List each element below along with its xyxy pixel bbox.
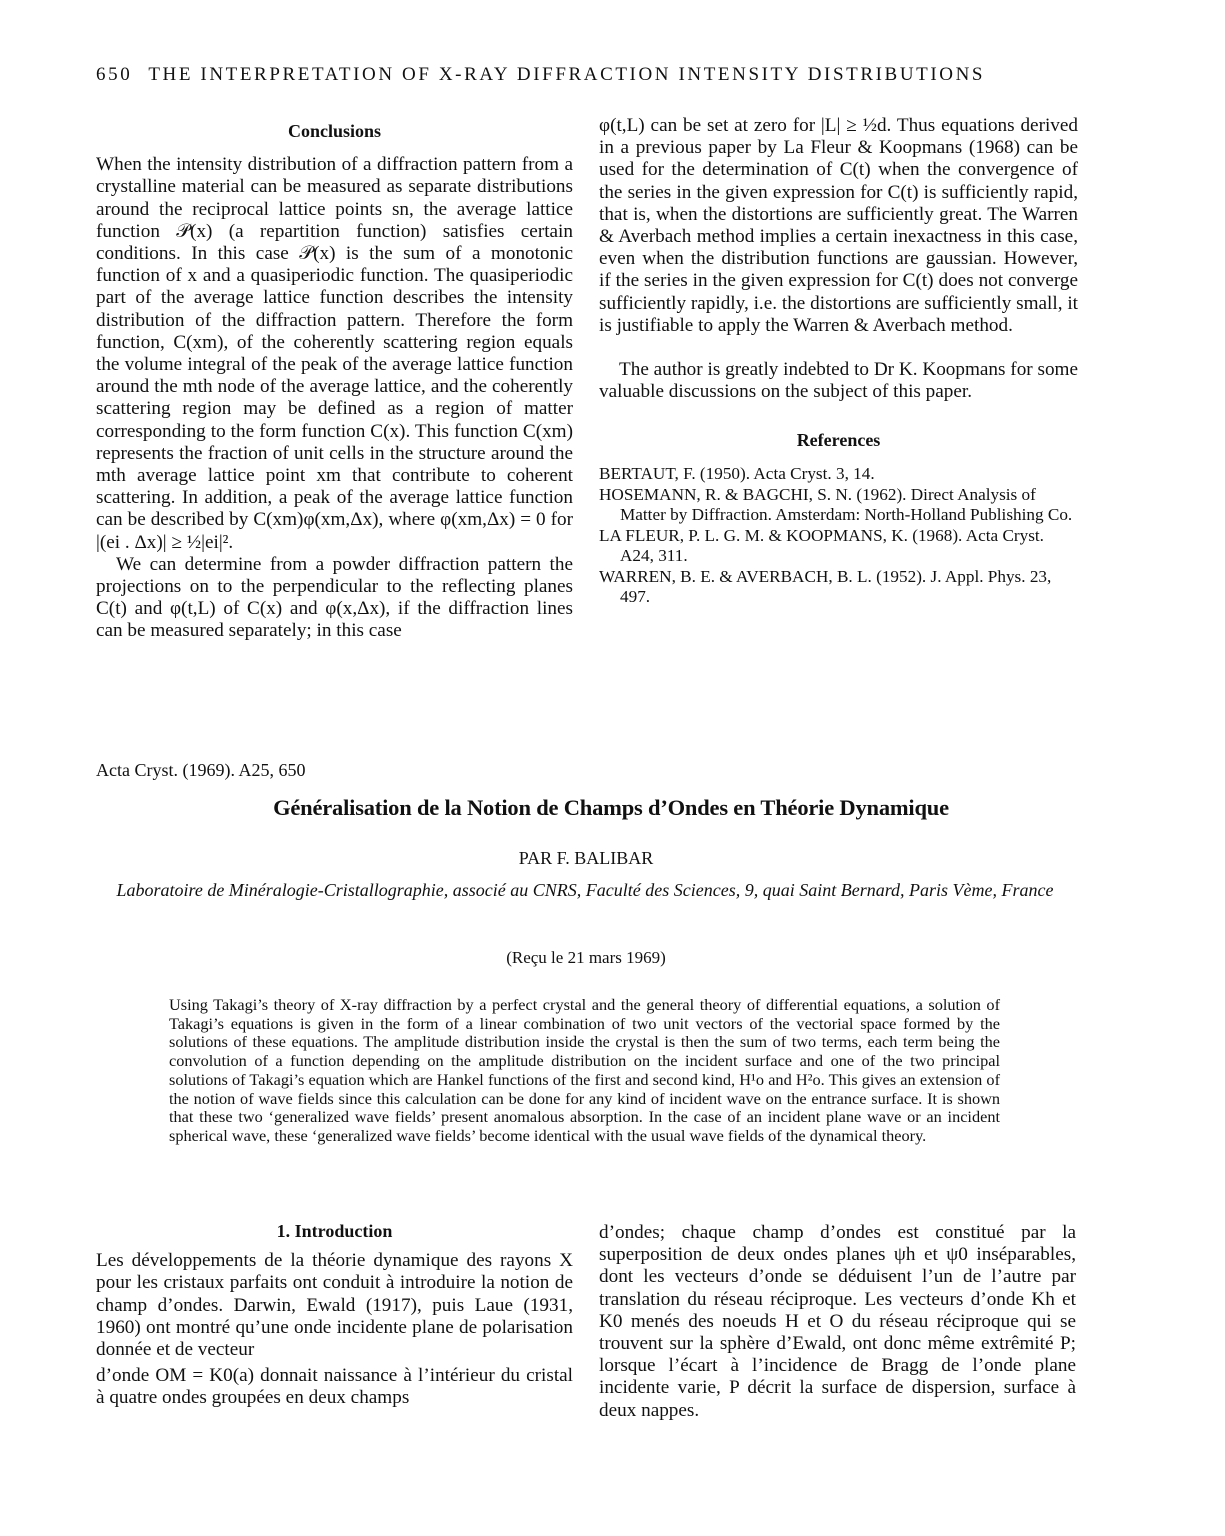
acknowledgement: The author is greatly indebted to Dr K. Koopmans for some valuable discussions on the subject of this paper. — [599, 359, 1078, 403]
conclusions-column-right — [599, 115, 1078, 608]
introduction-column-right — [599, 1222, 1076, 1422]
conclusions-paragraph-2: We can determine from a powder diffraction pattern the projections on to the perpendicular to the reflecting planes C(t) and φ(t,L) of C(x) and φ(x,Δx), if the diffraction lines can be measured separately; in this case — [96, 553, 573, 642]
conclusions-column-left — [96, 120, 573, 643]
article-title: Généralisation de la Notion de Champs d’Ondes en Théorie Dynamique — [273, 795, 949, 820]
conclusions-heading: Conclusions — [287, 121, 382, 141]
reference-item: BERTAUT, F. (1950). Acta Cryst. 3, 14. — [599, 463, 875, 483]
received-date: (Reçu le 21 mars 1969) — [506, 948, 666, 967]
introduction-heading: 1. Introduction — [276, 1221, 393, 1241]
conclusions-paragraph-3: φ(t,L) can be set at zero for |L| ≥ ½d. Thus equations derived in a previous paper by La Fleur & Koopmans (1968) can be used for the determination of C(t) when the convergence of the series in the given expression for C(t) is sufficiently rapid, that is, when the distortions are sufficiently great. The Warren & Averbach method implies a certain inexactness in this case, even when the distribution functions are gaussian. However, if the series in the given expression for C(t) does not converge sufficiently rapidly, i.e. the distortions are sufficiently small, it is justifiable to apply the Warren & Averbach method. — [599, 115, 1078, 336]
introduction-column-left — [96, 1220, 573, 1410]
running-header — [96, 64, 1076, 86]
article-affiliation: Laboratoire de Minéralogie-Cristallographie, associé au CNRS, Faculté des Sciences, 9, quai Saint Bernard, Paris Vème, France — [116, 880, 1054, 900]
page-number: 650 — [96, 64, 133, 85]
references-heading: References — [796, 430, 881, 451]
introduction-paragraph-1: Les développements de la théorie dynamique des rayons X pour les cristaux parfaits ont conduit à introduire la notion de champ d’ondes. Darwin, Ewald (1917), puis Laue (1931, 1960) ont montré qu’une onde incidente plane de polarisation donnée et de vecteur — [96, 1250, 573, 1361]
introduction-paragraph-3: d’ondes; chaque champ d’ondes est constitué par la superposition de deux ondes planes ψh et ψ0 inséparables, dont les vecteurs d’onde se déduisent l’un de l’autre par translation du réseau réciproque. Les vecteurs d’onde Kh et K0 menés des noeuds H et O du réseau réciproque qui se trouvent sur la sphère d’Ewald, ont donc même extrêmité P; lorsque l’écart à l’incidence de Bragg de l’onde plane incidente varie, P décrit la surface de dispersion, surface à deux nappes. — [599, 1222, 1076, 1421]
conclusions-paragraph-1: When the intensity distribution of a diffraction pattern from a crystalline material can be measured as separate distributions around the reciprocal lattice points sn, the average lattice function 𝒫(x) (a repartition function) satisfies certain conditions. In this case 𝒫(x) is the sum of a monotonic function of x and a quasiperiodic function. The quasiperiodic part of the average lattice function describes the intensity distribution of the diffraction pattern. Therefore the form function, C(xm), of the coherently scattering region equals the volume integral of the peak of the average lattice function around the mth node of the average lattice, and the coherently scattering region may be defined as a region of matter corresponding to the form function C(x). This function C(xm) represents the fraction of unit cells in the structure around the mth average lattice point xm that contribute to coherent scattering. In addition, a peak of the average lattice function can be described by C(xm)φ(xm,Δx), where φ(xm,Δx) = 0 for |(ei . Δx)| ≥ ½|ei|². — [96, 154, 573, 553]
reference-item: LA FLEUR, P. L. G. M. & KOOPMANS, K. (1968). Acta Cryst. A24, 311. — [599, 526, 1044, 565]
reference-item: HOSEMANN, R. & BAGCHI, S. N. (1962). Direct Analysis of Matter by Diffraction. Amsterdam: North-Holland Publishing Co. — [599, 485, 1073, 524]
article-author: PAR F. BALIBAR — [518, 848, 654, 868]
article-citation: Acta Cryst. (1969). A25, 650 — [96, 760, 306, 780]
introduction-paragraph-2: d’onde OM = K0(a) donnait naissance à l’intérieur du cristal à quatre ondes groupées en deux champs — [96, 1365, 573, 1409]
running-title: THE INTERPRETATION OF X-RAY DIFFRACTION INTENSITY DISTRIBUTIONS — [148, 64, 986, 85]
abstract: Using Takagi’s theory of X-ray diffraction by a perfect crystal and the general theory of differential equations, a solution of Takagi’s equations is given in the form of a linear combination of two unit vectors of the vectorial space formed by the solutions of these equations. The amplitude distribution inside the crystal is then the sum of two terms, each term being the convolution of a function depending on the amplitude distribution on the incident surface and one of the two principal solutions of Takagi’s equation which are Hankel functions of the first and second kind, H¹o and H²o. This gives an extension of the notion of wave fields since this calculation can be done for any kind of incident wave on the entrance surface. It is shown that these two ‘generalized wave fields’ present anomalous absorption. In the case of an incident plane wave or an incident spherical wave, these ‘generalized wave fields’ become identical with the usual wave fields of the dynamical theory. — [169, 995, 1000, 1145]
reference-item: WARREN, B. E. & AVERBACH, B. L. (1952). J. Appl. Phys. 23, 497. — [599, 567, 1052, 606]
